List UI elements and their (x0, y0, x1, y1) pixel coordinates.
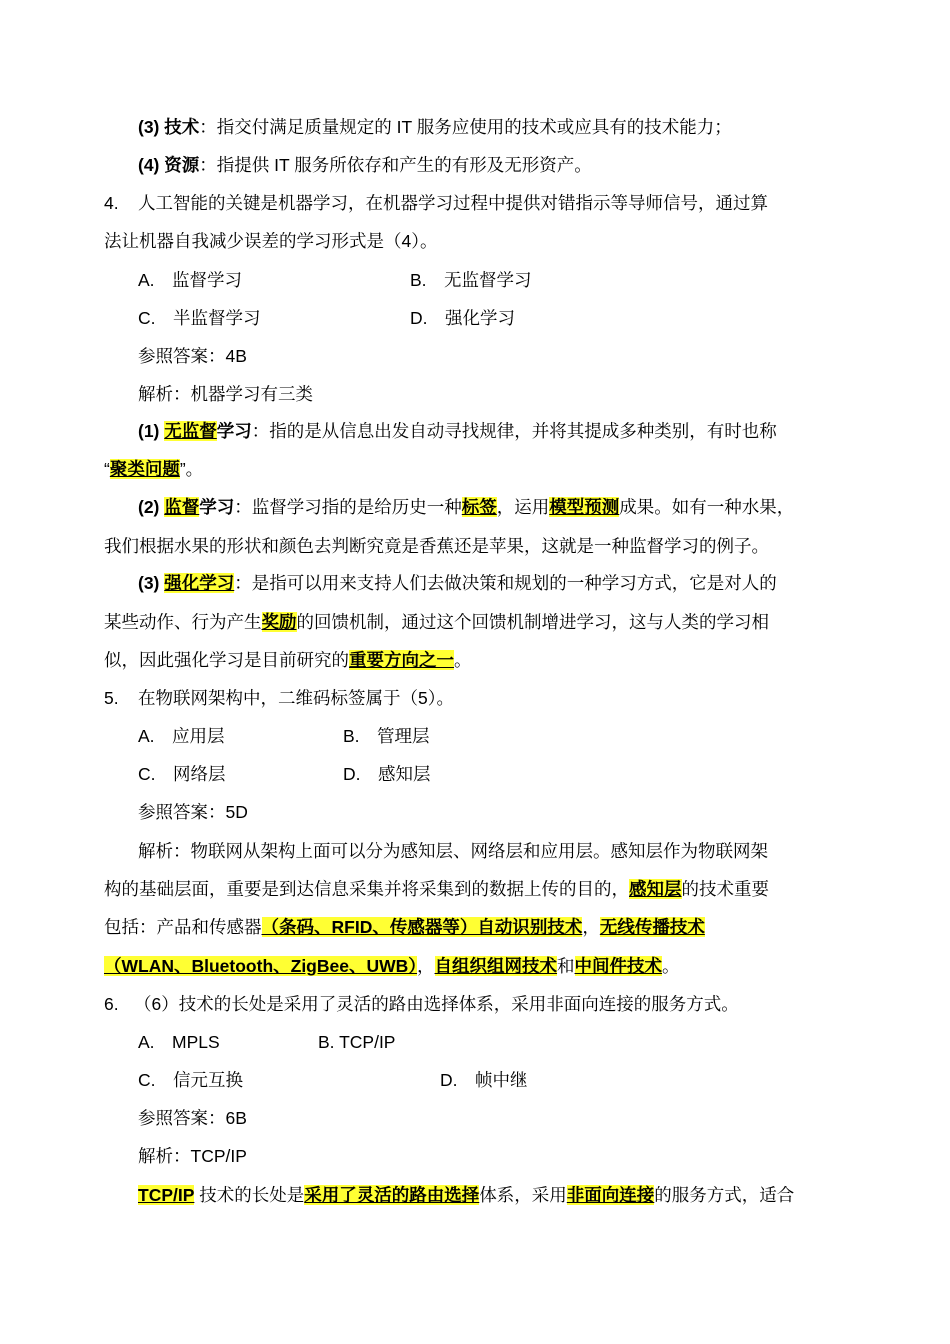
point-text: 似，因此强化学习是目前研究的 (104, 650, 349, 670)
analysis-heading: 解析：机器学习有三类 (138, 384, 313, 404)
highlight-term: 自组织组网技术 (434, 956, 558, 976)
highlight-term: 奖励 (261, 612, 297, 632)
point-text: ：监督学习指的是给历史一种 (234, 497, 462, 517)
question-6-line1 (104, 992, 739, 1016)
analysis-text: ， (582, 917, 600, 937)
option-b: B. 无监督学习 (410, 270, 532, 290)
option-a: A. MPLS (138, 1032, 220, 1052)
item-number: (3) (138, 117, 160, 137)
analysis-line2 (104, 877, 769, 901)
point-text: 成果。如有一种水果， (619, 497, 795, 517)
item-4-resource (138, 153, 592, 177)
analysis-point-3-cont2 (104, 648, 472, 672)
analysis-text: 的服务方式，适合 (654, 1185, 795, 1205)
answer: 参照答案：4B (138, 346, 247, 366)
item-number: (4) (138, 155, 160, 175)
analysis-text: 技术的长处是 (194, 1185, 305, 1205)
option-b: B. 管理层 (343, 726, 430, 746)
analysis-text: 和 (557, 956, 575, 976)
point-text: ：指的是从信息出发自动寻找规律，并将其提成多种类别，有时也称 (251, 421, 777, 441)
question-number: 6. (104, 994, 119, 1014)
answer: 参照答案：5D (138, 802, 248, 822)
point-number: (2) (138, 497, 160, 517)
analysis-text: 构的基础层面，重要是到达信息采集并将采集到的数据上传的目的， (104, 879, 629, 899)
analysis-point-1 (138, 419, 777, 443)
highlight-term: （WLAN、Bluetooth、ZigBee、UWB） (104, 956, 418, 976)
highlight-term: 强化学习 (164, 573, 235, 593)
analysis-point-3-cont1 (104, 610, 769, 634)
highlight-term: 采用了灵活的路由选择 (304, 1185, 480, 1205)
point-text: 。 (454, 650, 472, 670)
analysis-point-2-cont: 我们根据水果的形状和颜色去判断究竟是香蕉还是苹果，这就是一种监督学习的例子。 (104, 536, 769, 556)
option-a: A. 监督学习 (138, 270, 243, 290)
item-3-technology (138, 115, 732, 139)
point-text: 某些动作、行为产生 (104, 612, 262, 632)
highlight-term: 监督 (164, 497, 200, 517)
option-c: C. 信元互换 (138, 1070, 243, 1090)
analysis-text: 的技术重要 (681, 879, 769, 899)
analysis-heading: 解析：TCP/IP (138, 1146, 247, 1166)
option-b: B. TCP/IP (318, 1032, 396, 1052)
point-text: ，运用 (496, 497, 550, 517)
highlight-term: 感知层 (629, 879, 682, 899)
point-number: (1) (138, 421, 160, 441)
point-text: ：是指可以用来支持人们去做决策和规划的一种学习方式，它是对人的 (234, 573, 777, 593)
option-d: D. 帧中继 (440, 1070, 528, 1090)
question-text: （6）技术的长处是采用了灵活的路由选择体系，采用非面向连接的服务方式。 (134, 994, 739, 1014)
point-text: 的回馈机制，通过这个回馈机制增进学习，这与人类的学习相 (296, 612, 769, 632)
highlight-term: 标签 (461, 497, 497, 517)
point-term: 学习 (199, 497, 235, 517)
analysis-text: 体系，采用 (479, 1185, 567, 1205)
highlight-term: 无监督 (164, 421, 217, 441)
analysis-point-2 (138, 495, 794, 519)
question-5-line1 (104, 686, 454, 710)
quote-open: “ (104, 459, 110, 479)
quote-close: ”。 (179, 459, 204, 479)
option-d: D. 强化学习 (410, 308, 515, 328)
highlight-term: 中间件技术 (574, 956, 663, 976)
question-text: 在物联网架构中，二维码标签属于（5）。 (138, 688, 454, 708)
analysis-line4 (104, 954, 680, 978)
highlight-term: 模型预测 (549, 497, 620, 517)
highlight-term: （条码、RFID、传感器等）自动识别技术 (261, 917, 583, 937)
analysis-line1 (138, 1183, 794, 1207)
analysis-text: 包括：产品和传感器 (104, 917, 262, 937)
item-text: ：指交付满足质量规定的 IT 服务应使用的技术或应具有的技术能力； (199, 117, 732, 137)
analysis-line1: 解析：物联网从架构上面可以分为感知层、网络层和应用层。感知层作为物联网架 (138, 841, 768, 861)
analysis-point-3 (138, 571, 777, 595)
option-c: C. 网络层 (138, 764, 226, 784)
option-a: A. 应用层 (138, 726, 225, 746)
point-term: 学习 (216, 421, 252, 441)
analysis-text: 。 (662, 956, 680, 976)
item-term: 技术 (164, 117, 200, 137)
highlight-term: TCP/IP (138, 1185, 195, 1205)
item-text: ：指提供 IT 服务所依存和产生的有形及无形资产。 (199, 155, 592, 175)
analysis-line3 (104, 915, 705, 939)
option-c: C. 半监督学习 (138, 308, 261, 328)
analysis-text: ， (417, 956, 435, 976)
point-number: (3) (138, 573, 160, 593)
question-text: 人工智能的关键是机器学习，在机器学习过程中提供对错指示等导师信号，通过算 (138, 193, 768, 213)
option-d: D. 感知层 (343, 764, 431, 784)
highlight-term: 非面向连接 (566, 1185, 655, 1205)
highlight-term: 聚类问题 (109, 459, 180, 479)
highlight-term: 无线传播技术 (599, 917, 705, 937)
highlight-term: 重要方向之一 (349, 650, 454, 670)
question-number: 4. (104, 193, 119, 213)
item-term: 资源 (164, 155, 200, 175)
question-number: 5. (104, 688, 119, 708)
question-4-line2: 法让机器自我减少误差的学习形式是（4）。 (104, 231, 438, 251)
question-4-line1 (104, 191, 768, 215)
analysis-point-1-cont (104, 457, 203, 481)
answer: 参照答案：6B (138, 1108, 247, 1128)
